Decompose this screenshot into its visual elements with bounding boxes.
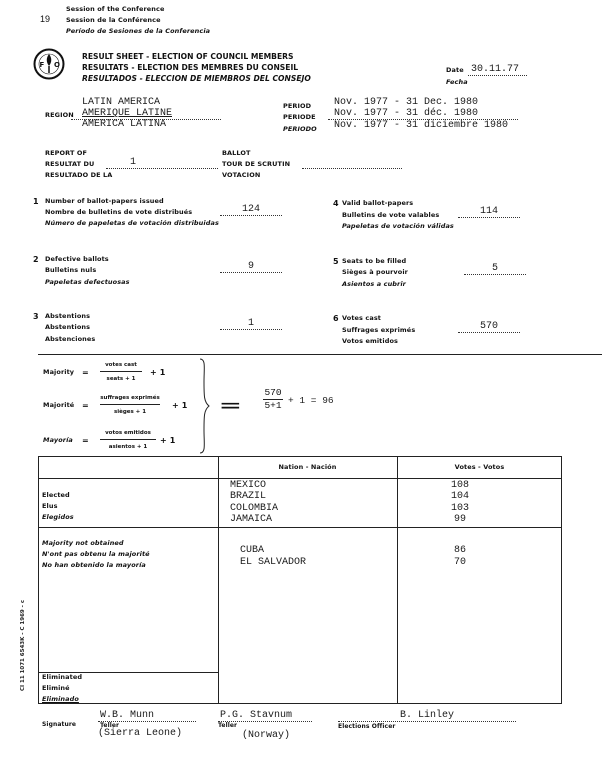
field-number: 1 xyxy=(33,197,39,206)
calc-denominator: 5+1 xyxy=(264,400,282,411)
table-row-votes: 99 xyxy=(453,514,466,525)
field-number: 6 xyxy=(333,314,339,323)
field-label-es: Papeletas de votación válidas xyxy=(342,222,454,230)
not-obtained-label-es: No han obtenido la mayoría xyxy=(42,561,146,569)
plus-one: + 1 xyxy=(172,401,188,410)
form-code: CI 11 1071 6543K - C 1969 - c xyxy=(20,599,26,691)
formula-denominator: seats + 1 xyxy=(106,376,136,382)
field-label-es: Abstenciones xyxy=(45,335,96,343)
section-divider xyxy=(38,354,602,355)
period-label-es: PERIODO xyxy=(283,125,317,133)
table-row-nation: JAMAICA xyxy=(230,514,273,525)
field-value: 1 xyxy=(220,318,282,330)
ballot-value-line xyxy=(302,157,402,169)
field-label-en: Abstentions xyxy=(45,312,91,320)
field-label-es: Papeletas defectuosas xyxy=(45,278,130,286)
title-es: RESULTADOS - ELECCION DE MIEMBROS DEL CONSEJO xyxy=(82,74,311,83)
teller2-role: Teller xyxy=(218,722,238,729)
session-label-es: Período de Sesiones de la Conferencia xyxy=(66,27,211,35)
table-row-votes: 108 xyxy=(450,480,469,491)
session-label-en: Session of the Conference xyxy=(66,5,165,13)
elected-label-en: Elected xyxy=(42,491,70,499)
field-label-en: Votes cast xyxy=(342,314,382,322)
table-row-nation: CUBA xyxy=(240,545,265,556)
table-header-divider xyxy=(38,478,562,479)
calc-fraction xyxy=(263,388,283,411)
field-label-fr: Sièges à pourvoir xyxy=(342,268,408,276)
formula-fraction xyxy=(100,394,160,416)
table-row-votes: 104 xyxy=(450,491,469,502)
eliminated-label-es: Eliminado xyxy=(42,695,79,703)
field-label-en: Valid ballot-papers xyxy=(342,199,414,207)
table-col-divider xyxy=(218,456,219,704)
field-number: 4 xyxy=(333,199,339,208)
table-row-nation: COLOMBIA xyxy=(230,503,279,514)
teller1-signature: W.B. Munn xyxy=(98,710,196,722)
date-label-es: Fecha xyxy=(446,78,468,86)
eliminated-label-fr: Eliminé xyxy=(42,684,70,692)
field-label-fr: Abstentions xyxy=(45,323,91,331)
results-table xyxy=(38,456,562,704)
field-value: 114 xyxy=(458,206,520,218)
date-label-en: Date xyxy=(446,66,464,74)
not-obtained-label-en: Majority not obtained xyxy=(42,539,124,547)
ballot-label-es: VOTACION xyxy=(222,171,261,179)
field-label-fr: Suffrages exprimés xyxy=(342,326,416,334)
formula-denominator: sièges + 1 xyxy=(113,409,147,415)
elected-label-es: Elegidos xyxy=(42,513,74,521)
field-label-en: Defective ballots xyxy=(45,255,109,263)
big-equals-sign: = xyxy=(218,393,243,417)
field-label-fr: Nombre de bulletins de vote distribués xyxy=(45,208,193,216)
majority-label: Majority xyxy=(43,368,75,376)
table-row-nation: MEXICO xyxy=(230,480,267,491)
table-col-divider xyxy=(397,456,398,704)
not-obtained-label-fr: N'ont pas obtenu la majorité xyxy=(42,550,150,558)
formula-fraction xyxy=(100,361,142,383)
field-number: 3 xyxy=(33,312,39,321)
equals-sign: = xyxy=(82,368,89,377)
equals-sign: = xyxy=(82,401,89,410)
title-en: RESULT SHEET - ELECTION OF COUNCIL MEMBERS xyxy=(82,52,294,61)
brace-icon xyxy=(198,358,212,458)
period-label-en: PERIOD xyxy=(283,102,312,110)
svg-text:F: F xyxy=(39,61,45,69)
region-value-fr: AMERIQUE LATINE xyxy=(82,108,173,119)
officer-role: Elections Officer xyxy=(338,723,396,730)
table-row-votes: 86 xyxy=(453,545,466,556)
majority-label: Majorité xyxy=(43,401,75,409)
field-number: 5 xyxy=(333,257,339,266)
field-label-es: Asientos a cubrir xyxy=(342,280,406,288)
field-value: 9 xyxy=(220,261,282,273)
table-row-votes: 103 xyxy=(450,503,469,514)
plus-one: + 1 xyxy=(160,436,176,445)
formula-numerator: votos emitidos xyxy=(100,429,156,440)
header-nation: Nation - Nación xyxy=(278,463,337,471)
signature-label: Signature xyxy=(42,721,77,728)
field-value: 5 xyxy=(464,263,526,275)
title-fr: RESULTATS - ELECTION DES MEMBRES DU CONSEIL xyxy=(82,63,299,72)
field-value: 124 xyxy=(220,204,282,216)
session-number: 19 xyxy=(40,14,51,24)
field-label-en: Number of ballot-papers issued xyxy=(45,197,164,205)
table-section-divider xyxy=(38,527,562,528)
ballot-label-fr: TOUR DE SCRUTIN xyxy=(222,160,291,168)
formula-numerator: votes cast xyxy=(100,361,142,372)
period-label-fr: PERIODE xyxy=(283,113,316,121)
field-number: 2 xyxy=(33,255,39,264)
plus-one: + 1 xyxy=(150,368,166,377)
eliminated-label-en: Eliminated xyxy=(42,673,83,681)
field-label-es: Número de papeletas de votación distribuidas xyxy=(45,219,219,227)
ballot-label-en: BALLOT xyxy=(222,149,251,157)
field-label-en: Seats to be filled xyxy=(342,257,407,265)
formula-denominator: asientos + 1 xyxy=(108,444,148,450)
teller1-role: Teller xyxy=(100,722,120,729)
formula-numerator: suffrages exprimés xyxy=(100,394,160,405)
report-value: 1 xyxy=(106,157,218,169)
session-label-fr: Session de la Conférence xyxy=(66,16,161,24)
table-row-votes: 70 xyxy=(453,557,466,568)
date-value: 30.11.77 xyxy=(468,64,527,76)
field-label-fr: Bulletins de vote valables xyxy=(342,211,440,219)
officer-signature: B. Linley xyxy=(338,710,516,722)
majority-label: Mayoría xyxy=(43,436,73,444)
period-value-fr: Nov. 1977 - 31 déc. 1980 xyxy=(334,108,479,119)
calc-result: + 1 = 96 xyxy=(288,395,334,406)
teller2-signature: P.G. Stavnum xyxy=(218,710,312,722)
svg-text:O: O xyxy=(54,61,60,69)
period-value-en: Nov. 1977 - 31 Dec. 1980 xyxy=(334,97,479,108)
fao-logo-icon xyxy=(33,48,65,80)
teller1-country: (Sierra Leone) xyxy=(98,728,183,739)
elected-label-fr: Elus xyxy=(42,502,58,510)
header-votes: Votes - Votos xyxy=(454,463,505,471)
table-row-nation: BRAZIL xyxy=(230,491,267,502)
period-value-es: Nov. 1977 - 31 diciembre 1980 xyxy=(334,120,509,131)
calc-numerator: 570 xyxy=(264,387,282,398)
report-label-fr: RESULTAT DU xyxy=(45,160,95,168)
region-value-en: LATIN AMERICA xyxy=(82,97,161,108)
table-row-nation: EL SALVADOR xyxy=(240,557,307,568)
equals-sign: = xyxy=(82,436,89,445)
region-label: REGION xyxy=(45,111,74,119)
region-value-es: AMERICA LATINA xyxy=(82,119,167,130)
field-label-fr: Bulletins nuls xyxy=(45,266,97,274)
report-label-es: RESULTADO DE LA xyxy=(45,171,113,179)
teller2-country: (Norway) xyxy=(242,730,291,741)
formula-fraction xyxy=(100,429,156,451)
report-label-en: REPORT OF xyxy=(45,149,88,157)
field-value: 570 xyxy=(458,321,520,333)
field-label-es: Votos emitidos xyxy=(342,337,398,345)
